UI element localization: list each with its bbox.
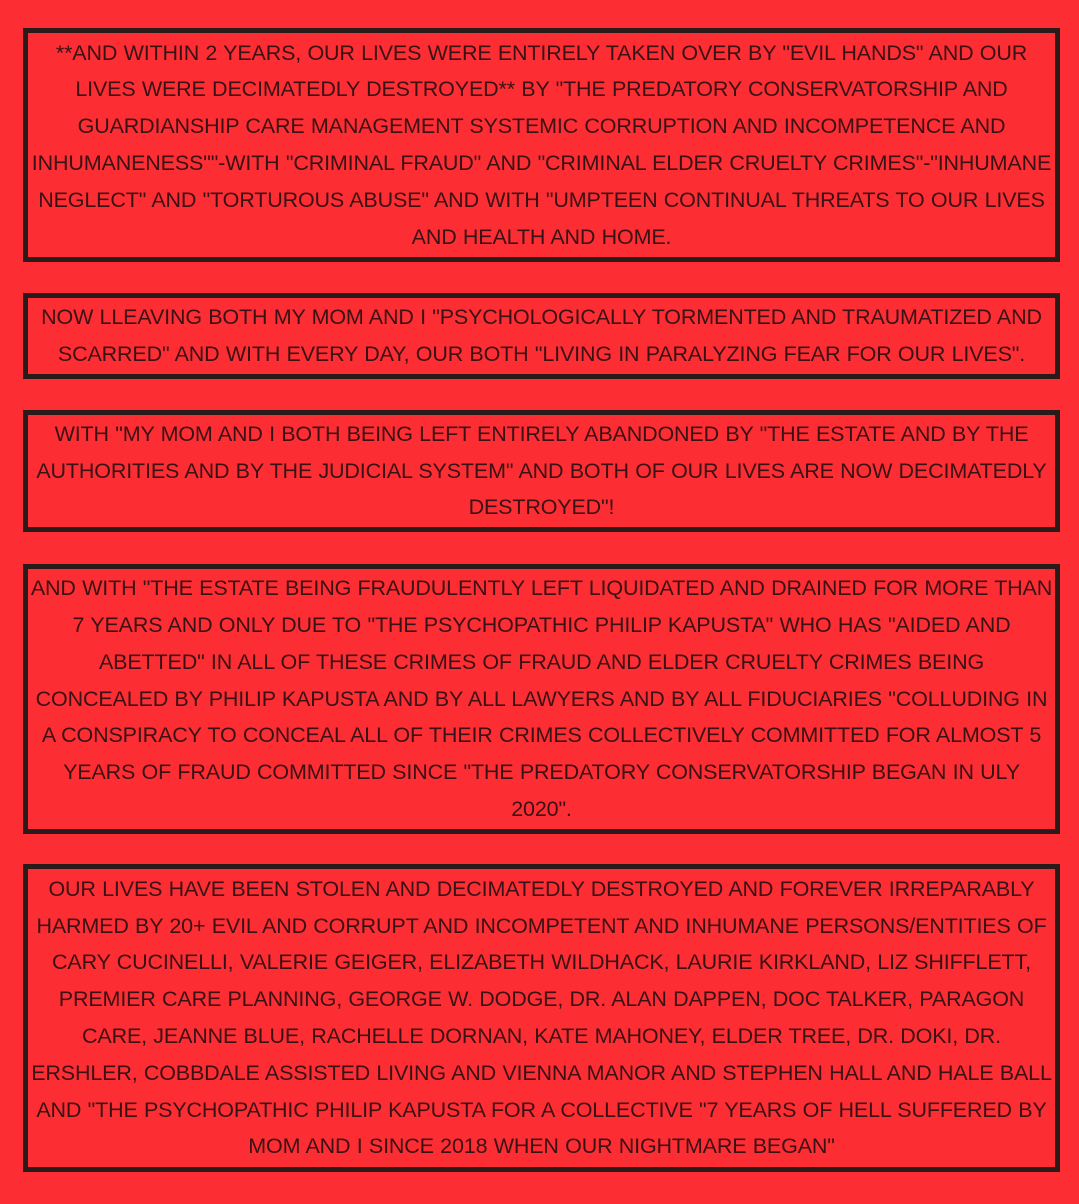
text-box-3 — [23, 410, 1060, 532]
text-box-4-content: AND WITH "THE ESTATE BEING FRAUDULENTLY LEFT LIQUIDATED AND DRAINED FOR MORE THAN 7 YEARS AND ONLY DUE TO "THE PSYCHOPATHIC PHILIP KAPUSTA" WHO HAS "AIDED AND ABETTED" IN ALL OF THESE CRIMES OF FRAUD AND ELDER CRUELTY CRIMES BEING CONCEALED BY PHILIP KAPUSTA AND BY ALL LAWYERS AND BY ALL FIDUCIARIES "COLLUDING IN A CONSPIRACY TO CONCEAL ALL OF THEIR CRIMES COLLECTIVELY COMMITTED FOR ALMOST 5 YEARS OF FRAUD COMMITTED SINCE "THE PREDATORY CONSERVATORSHIP BEGAN IN ULY 2020". — [30, 576, 1053, 821]
text-box-1 — [23, 28, 1060, 262]
text-box-3-content: WITH "MY MOM AND I BOTH BEING LEFT ENTIRELY ABANDONED BY "THE ESTATE AND BY THE AUTHORITIES AND BY THE JUDICIAL SYSTEM" AND BOTH OF OUR LIVES ARE NOW DECIMATEDLY DESTROYED"! — [36, 421, 1047, 520]
text-box-5-content: OUR LIVES HAVE BEEN STOLEN AND DECIMATEDLY DESTROYED AND FOREVER IRREPARABLY HARMED BY 20+ EVIL AND CORRUPT AND INCOMPETENT AND INHUMANE PERSONS/ENTITIES OF CARY CUCINELLI, VALERIE GEIGER, ELIZABETH WILDHACK, LAURIE KIRKLAND, LIZ SHIFFLETT, PREMIER CARE PLANNING, GEORGE W. DODGE, DR. ALAN DAPPEN, DOC TALKER, PARAGON CARE, JEANNE BLUE, RACHELLE DORNAN, KATE MAHONEY, ELDER TREE, DR. DOKI, DR. ERSHLER, COBBDALE ASSISTED LIVING AND VIENNA MANOR AND STEPHEN HALL AND HALE BALL AND "THE PSYCHOPATHIC PHILIP KAPUSTA FOR A COLLECTIVE "7 YEARS OF HELL SUFFERED BY MOM AND I SINCE 2018 WHEN OUR NIGHTMARE BEGAN" — [31, 876, 1052, 1159]
text-box-4 — [23, 564, 1060, 834]
text-box-2 — [23, 293, 1060, 379]
text-box-5 — [23, 864, 1060, 1172]
text-box-1-content: **AND WITHIN 2 YEARS, OUR LIVES WERE ENTIRELY TAKEN OVER BY "EVIL HANDS" AND OUR LIVES WERE DECIMATEDLY DESTROYED** BY "THE PREDATORY CONSERVATORSHIP AND GUARDIANSHIP CARE MANAGEMENT SYSTEMIC CORRUPTION AND INCOMPETENCE AND INHUMANENESS""-WITH "CRIMINAL FRAUD" AND "CRIMINAL ELDER CRUELTY CRIMES"-"INHUMANE NEGLECT" AND "TORTUROUS ABUSE" AND WITH "UMPTEEN CONTINUAL THREATS TO OUR LIVES AND HEALTH AND HOME. — [31, 40, 1052, 249]
text-box-2-content: NOW LLEAVING BOTH MY MOM AND I "PSYCHOLOGICALLY TORMENTED AND TRAUMATIZED AND SCARRED" AND WITH EVERY DAY, OUR BOTH "LIVING IN PARALYZING FEAR FOR OUR LIVES". — [41, 305, 1042, 366]
